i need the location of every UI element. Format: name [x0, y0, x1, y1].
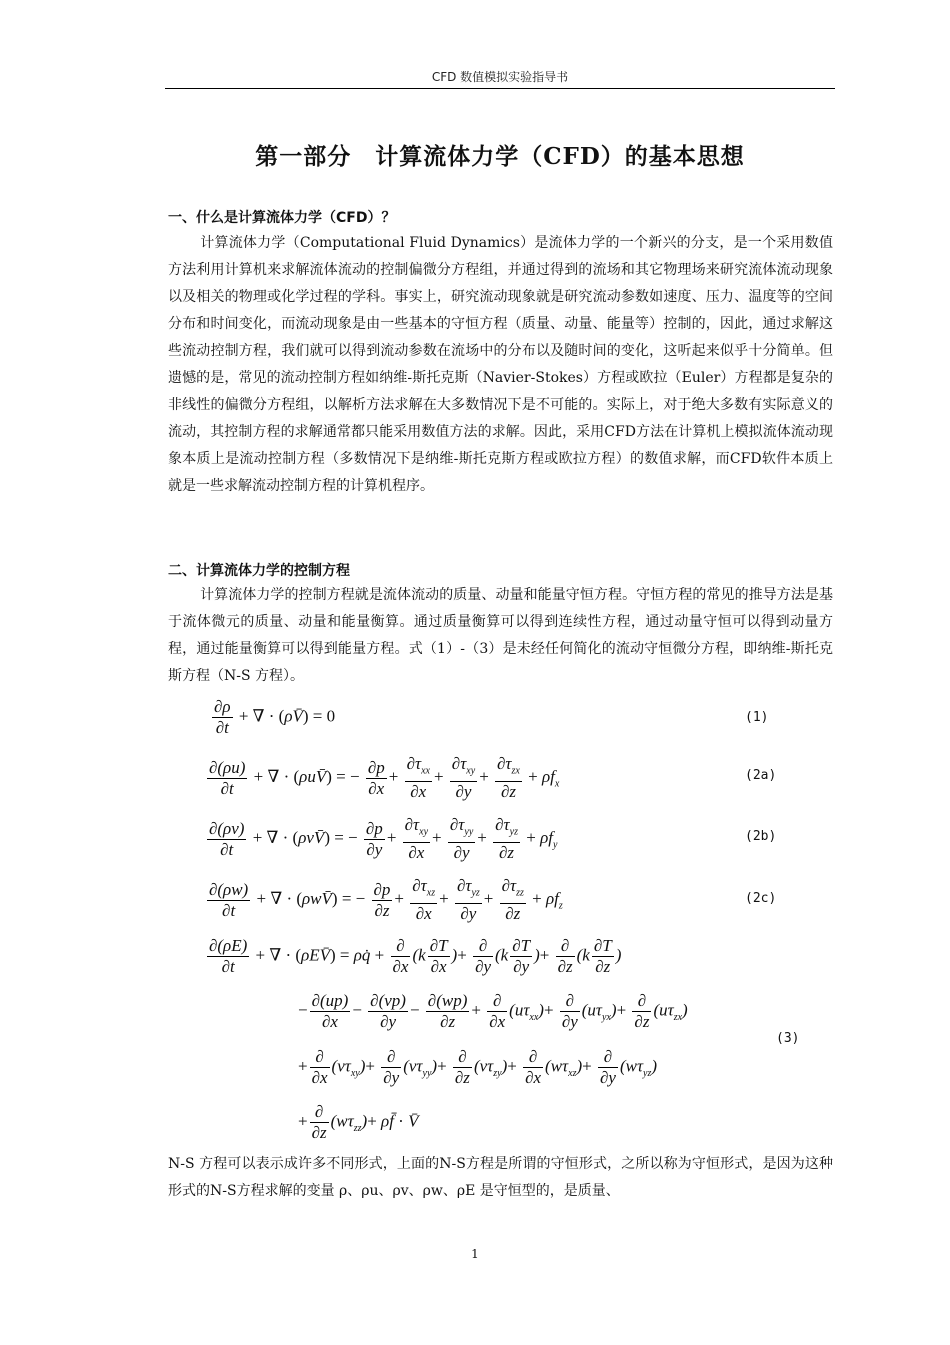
equation-number-1: (1) — [745, 710, 769, 725]
section-2-paragraph — [168, 582, 833, 690]
equation-3-line-3: + $\frac{\partial}{\partial x}$ $(v\tau_{xy})+$ $\frac{\partial}{\partial y}$ $(v\tau_{yy})+$ $\frac{\partial}{\partial z}$ $(v\tau_{zy})+$ $\frac{\partial}{\partial x}$ $(w\tau_{xz})+$ $\frac{\partial}{\partial y}$ $(w\tau_{yz})$ — [298, 1047, 658, 1087]
section-2-text: 计算流体力学的控制方程就是流体流动的质量、动量和能量守恒方程。守恒方程的常见的推导方法是基于流体微元的质量、动量和能量衡算。通过质量衡算可以得到连续性方程，通过动量守恒可以得到动量方程，通过能量衡算可以得到能量方程。式（1）-（3）是未经任何简化的流动守恒微分方程，即纳维-斯托克斯方程（N-S 方程）。 — [168, 587, 833, 684]
equation-3-line-1: $\frac{\partial(\rho E)}{\partial t}$ + ∇ · (ρEV̄) = ρq̇ + $\frac{\partial}{\partial x}$ (k $\frac{\partial T}{\partial x}$ )+ $\frac{\partial}{\partial y}$ (k $\frac{\partial T}{\partial y}$ )+ $\frac{\partial}{\partial z}$ (k $\frac{\partial T}{\partial z}$ ) — [209, 936, 622, 976]
equation-2a: $\frac{\partial(\rho u)}{\partial t}$ + ∇ · (ρuV̄) = − $\frac{\partial p}{\partial x}$ + $\frac{\partial\tau_{xx}}{\partial x}$ + $\frac{\partial\tau_{xy}}{\partial y}$ + $\frac{\partial\tau_{zx}}{\partial z}$ + $\rho f_x$ — [209, 754, 560, 802]
closing-paragraph: N-S 方程可以表示成许多不同形式，上面的N-S方程是所谓的守恒形式，之所以称为守恒形式，是因为这种形式的N-S方程求解的变量 ρ、ρu、ρv、ρw、ρE 是守恒型的，是质量、 — [168, 1156, 833, 1199]
equation-1: $\frac{\partial\rho}{\partial t}$ + ∇ · (ρV̄) = 0 — [214, 697, 336, 737]
section-2-heading: 二、计算流体力学的控制方程 — [168, 563, 350, 579]
equation-3-line-2: − $\frac{\partial(up)}{\partial x}$ − $\frac{\partial(vp)}{\partial y}$ − $\frac{\partial(wp)}{\partial z}$ + $\frac{\partial}{\partial x}$ $(u\tau_{xx})+$ $\frac{\partial}{\partial y}$ $(u\tau_{yx})+$ $\frac{\partial}{\partial z}$ $(u\tau_{zx})$ — [298, 991, 688, 1031]
equation-number-2c: (2c) — [745, 891, 777, 906]
equation-number-3: (3) — [776, 1031, 800, 1046]
section-1-heading: 一、什么是计算流体力学（CFD）？ — [168, 210, 396, 226]
section-1-text: 计算流体力学（Computational Fluid Dynamics）是流体力学的一个新兴的分支，是一个采用数值方法利用计算机来求解流体流动的控制偏微分方程组，并通过得到的流场和其它物理场来研究流体流动现象以及相关的物理或化学过程的学科。事实上，研究流动现象就是研究流动参数如速度、压力、温度等的空间分布和时间变化，而流动现象是由一些基本的守恒方程（质量、动量、能量等）控制的，因此，通过求解这些流动控制方程，我们就可以得到流动参数在流场中的分布以及随时间的变化，这听起来似乎十分简单。但遗憾的是，常见的流动控制方程如纳维-斯托克斯（Navier-Stokes）方程或欧拉（Euler）方程都是复杂的非线性的偏微分方程组，以解析方法求解在大多数情况下是不可能的。实际上，对于绝大多数有实际意义的流动，其控制方程的求解通常都只能采用数值方法的求解。因此，采用CFD方法在计算机上模拟流体流动现象本质上是流动控制方程（多数情况下是纳维-斯托克斯方程或欧拉方程）的数值求解，而CFD软件本质上就是一些求解流动控制方程的计算机程序。 — [168, 235, 833, 494]
equation-2c: $\frac{\partial(\rho w)}{\partial t}$ + ∇ · (ρwV̄) = − $\frac{\partial p}{\partial z}$ + $\frac{\partial\tau_{xz}}{\partial x}$ + $\frac{\partial\tau_{yz}}{\partial y}$ + $\frac{\partial\tau_{zz}}{\partial z}$ + $\rho f_z$ — [209, 876, 563, 924]
page-title: 第一部分 计算流体力学（CFD）的基本思想 — [255, 143, 745, 170]
page-number: 1 — [471, 1247, 479, 1261]
equation-number-2a: (2a) — [745, 768, 777, 783]
section-1-paragraph — [168, 230, 833, 500]
header-divider — [165, 88, 835, 89]
running-header: CFD 数值模拟实验指导书 — [431, 70, 569, 84]
equation-2b: $\frac{\partial(\rho v)}{\partial t}$ + ∇ · (ρvV̄) = − $\frac{\partial p}{\partial y}$ + $\frac{\partial\tau_{xy}}{\partial x}$ + $\frac{\partial\tau_{yy}}{\partial y}$ + $\frac{\partial\tau_{yz}}{\partial z}$ + $\rho f_y$ — [209, 815, 558, 863]
equation-number-2b: (2b) — [745, 829, 777, 844]
equation-3-line-4: + $\frac{\partial}{\partial z}$ $(w\tau_{zz})+$ ρf̄ · V̄ — [298, 1102, 419, 1142]
